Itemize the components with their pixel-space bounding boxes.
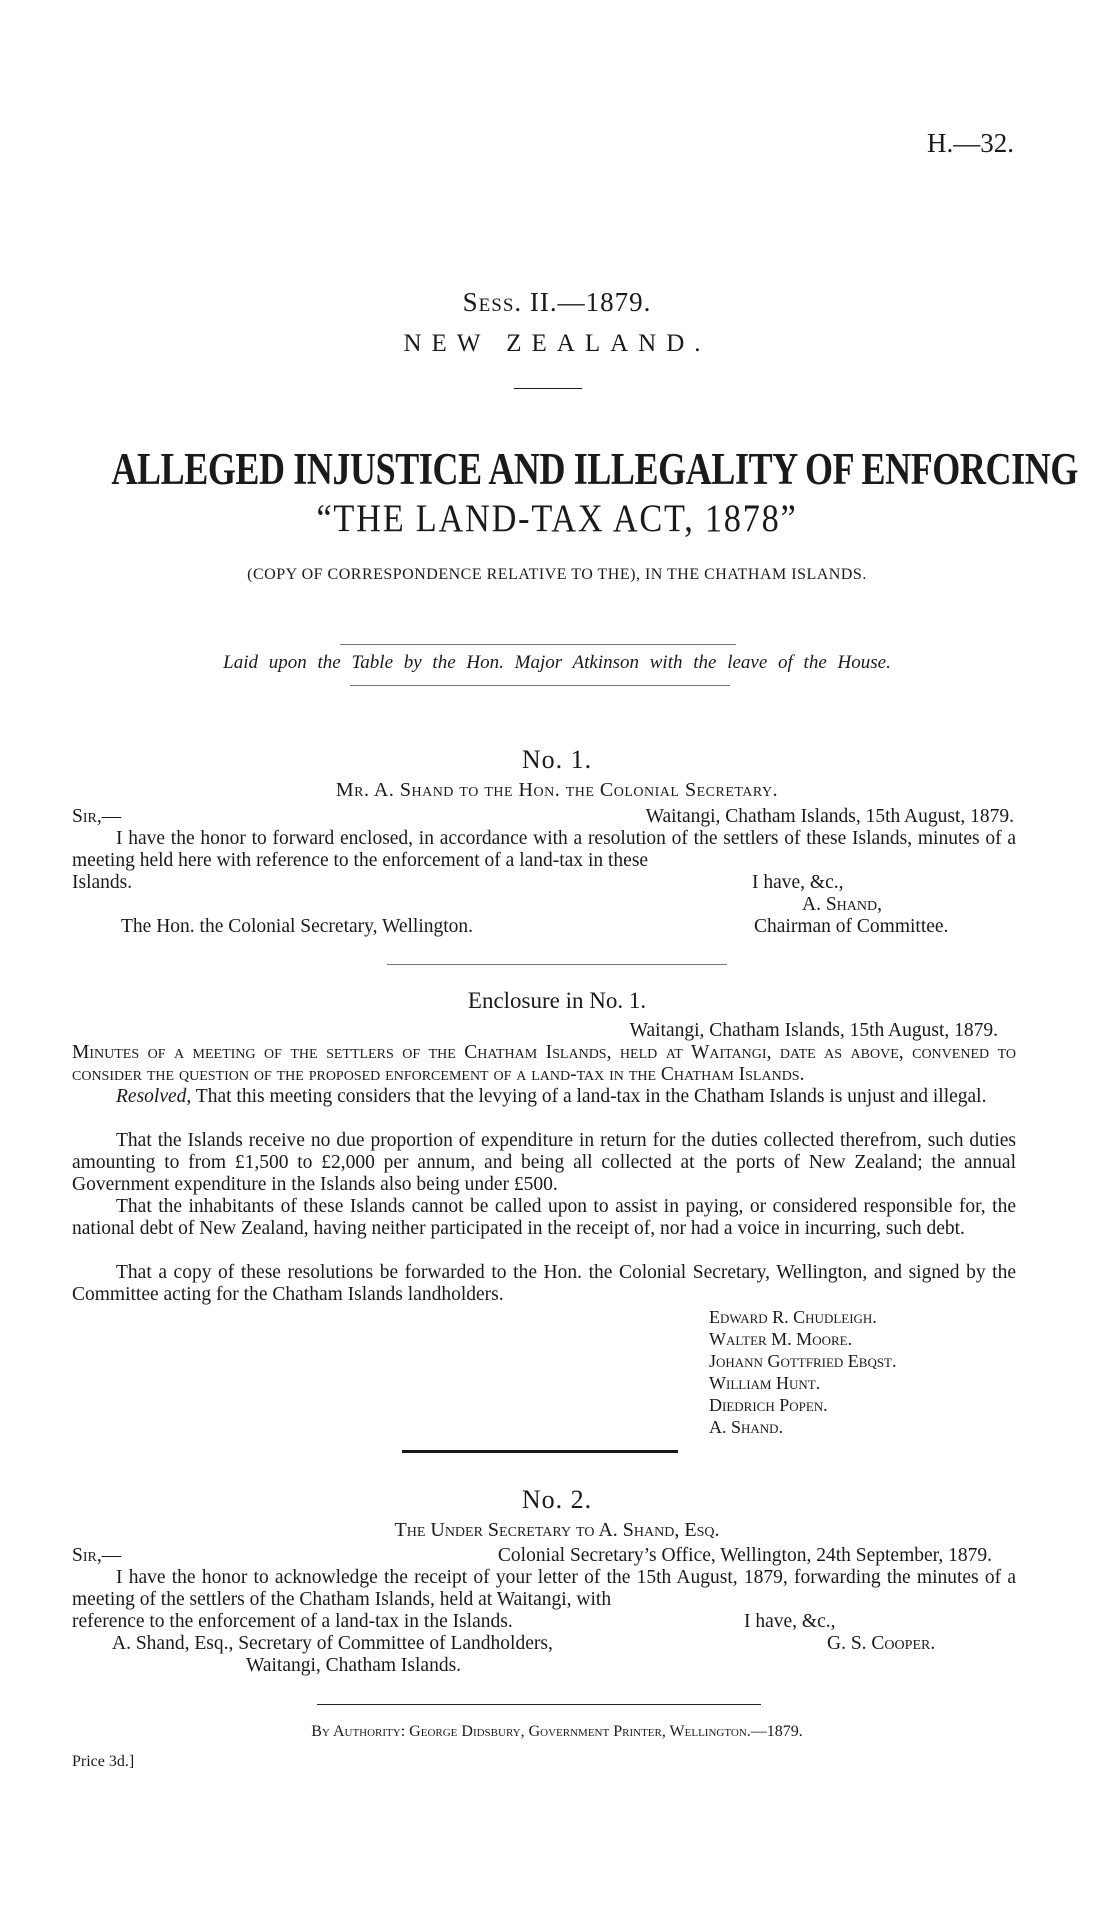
enclosure-heading: Enclosure in No. 1. xyxy=(467,988,647,1013)
letter-1-heading: No. 1. xyxy=(521,745,593,774)
letter-1-body xyxy=(72,828,1016,872)
footer-rule xyxy=(317,1704,761,1705)
letter-1-salutation: Sir,— xyxy=(72,806,122,827)
letter-1-addressee: The Hon. the Colonial Secretary, Wellington. xyxy=(121,916,474,937)
letter-1-signature: A. Shand, xyxy=(802,894,882,915)
letter-2-signature: G. S. Cooper. xyxy=(827,1633,936,1654)
subtitle: (COPY OF CORRESPONDENCE RELATIVE TO THE), IN THE CHATHAM ISLANDS. xyxy=(247,566,867,583)
printer-authority-text: By Authority: George Didsbury, Government Printer, Wellington.—1879. xyxy=(311,1723,803,1740)
signatory: Diedrich Popen. xyxy=(709,1395,828,1415)
signatory-list xyxy=(709,1306,897,1438)
enclosure-paragraph-3 xyxy=(72,1196,1016,1240)
signatory: Edward R. Chudleigh. xyxy=(709,1307,877,1327)
letter-1-signature-title: Chairman of Committee. xyxy=(754,916,949,937)
letter-2-place-date: Colonial Secretary’s Office, Wellington, 24th September, 1879. xyxy=(497,1545,992,1566)
laid-rule-top xyxy=(340,644,736,645)
country-heading: NEW ZEALAND. xyxy=(403,330,711,357)
paragraph-4-text: That a copy of these resolutions be forwarded to the Hon. the Colonial Secretary, Wellington, and signed by the Committee acting for the Chatham Islands landholders. xyxy=(72,1262,1016,1305)
letter-2-addressee-line-1: A. Shand, Esq., Secretary of Committee of Landholders, xyxy=(112,1633,553,1654)
resolved-label: Resolved, xyxy=(116,1086,192,1107)
signatory: Johann Gottfried Ebqst. xyxy=(709,1351,897,1371)
laid-rule-bottom xyxy=(350,685,730,686)
letter-2-from-to: The Under Secretary to A. Shand, Esq. xyxy=(394,1519,720,1541)
letter-2-body-tail: reference to the enforcement of a land-tax in the Islands. xyxy=(72,1611,513,1632)
enclosure-rule xyxy=(387,964,727,965)
letter-1-body-tail: Islands. xyxy=(72,872,133,893)
header-rule xyxy=(514,388,582,389)
letter-1-body-text: I have the honor to forward enclosed, in accordance with a resolution of the settlers of these Islands, minutes of a meeting held here with reference to the enforcement of a land-tax in these xyxy=(72,828,1016,871)
title-line-1: ALLEGED INJUSTICE AND ILLEGALITY OF ENFORCING xyxy=(111,444,1078,494)
title-line-2: “THE LAND-TAX ACT, 1878” xyxy=(316,497,798,540)
letter-2-closing: I have, &c., xyxy=(744,1611,836,1632)
letter-2-addressee-line-2: Waitangi, Chatham Islands. xyxy=(246,1655,462,1676)
signatory: Walter M. Moore. xyxy=(709,1329,853,1349)
laid-on-table-note: Laid upon the Table by the Hon. Major Atkinson with the leave of the House. xyxy=(223,652,891,673)
letter-2-salutation: Sir,— xyxy=(72,1545,122,1566)
letter-2-body-text: I have the honor to acknowledge the receipt of your letter of the 15th August, 1879, forwarding the minutes of a meeting of the settlers of the Chatham Islands, held at Waitangi, with xyxy=(72,1567,1016,1610)
printer-authority xyxy=(0,1723,1114,1741)
paragraph-3-text: That the inhabitants of these Islands cannot be called upon to assist in paying, or considered responsible for, the national debt of New Zealand, having neither participated in the receipt of, nor had a voice in incurring, such debt. xyxy=(72,1196,1016,1239)
signatory: A. Shand. xyxy=(709,1417,784,1437)
price: Price 3d.] xyxy=(72,1753,135,1770)
signatory: William Hunt. xyxy=(709,1373,821,1393)
enclosure-minutes-text: Minutes of a meeting of the settlers of the Chatham Islands, held at Waitangi, date as above, convened to consider the question of the proposed enforcement of a land-tax in the Chatham Islands. xyxy=(72,1042,1016,1085)
section-divider xyxy=(402,1450,678,1453)
resolved-text: That this meeting considers that the levying of a land-tax in the Chatham Islands is unjust and illegal. xyxy=(195,1086,987,1107)
session-line: Sess. II.—1879. xyxy=(462,287,652,317)
paragraph-2-text: That the Islands receive no due proportion of expenditure in return for the duties collected therefrom, such duties amounting to from £1,500 to £2,000 per annum, and being all collected at the ports of New Zealand; the annual Government expenditure in the Islands also being under £500. xyxy=(72,1130,1016,1195)
letter-2-heading: No. 2. xyxy=(521,1485,593,1514)
enclosure-resolved xyxy=(72,1086,1016,1108)
enclosure-place-date: Waitangi, Chatham Islands, 15th August, 1879. xyxy=(629,1020,998,1041)
letter-1-from-to: Mr. A. Shand to the Hon. the Colonial Secretary. xyxy=(335,779,779,801)
enclosure-paragraph-2 xyxy=(72,1130,1016,1196)
letter-2-body xyxy=(72,1567,1016,1611)
page-reference: H.—32. xyxy=(927,128,1014,158)
enclosure-minutes xyxy=(72,1042,1016,1086)
letter-1-place-date: Waitangi, Chatham Islands, 15th August, 1879. xyxy=(645,806,1014,827)
letter-1-closing: I have, &c., xyxy=(752,872,844,893)
enclosure-paragraph-4 xyxy=(72,1262,1016,1306)
